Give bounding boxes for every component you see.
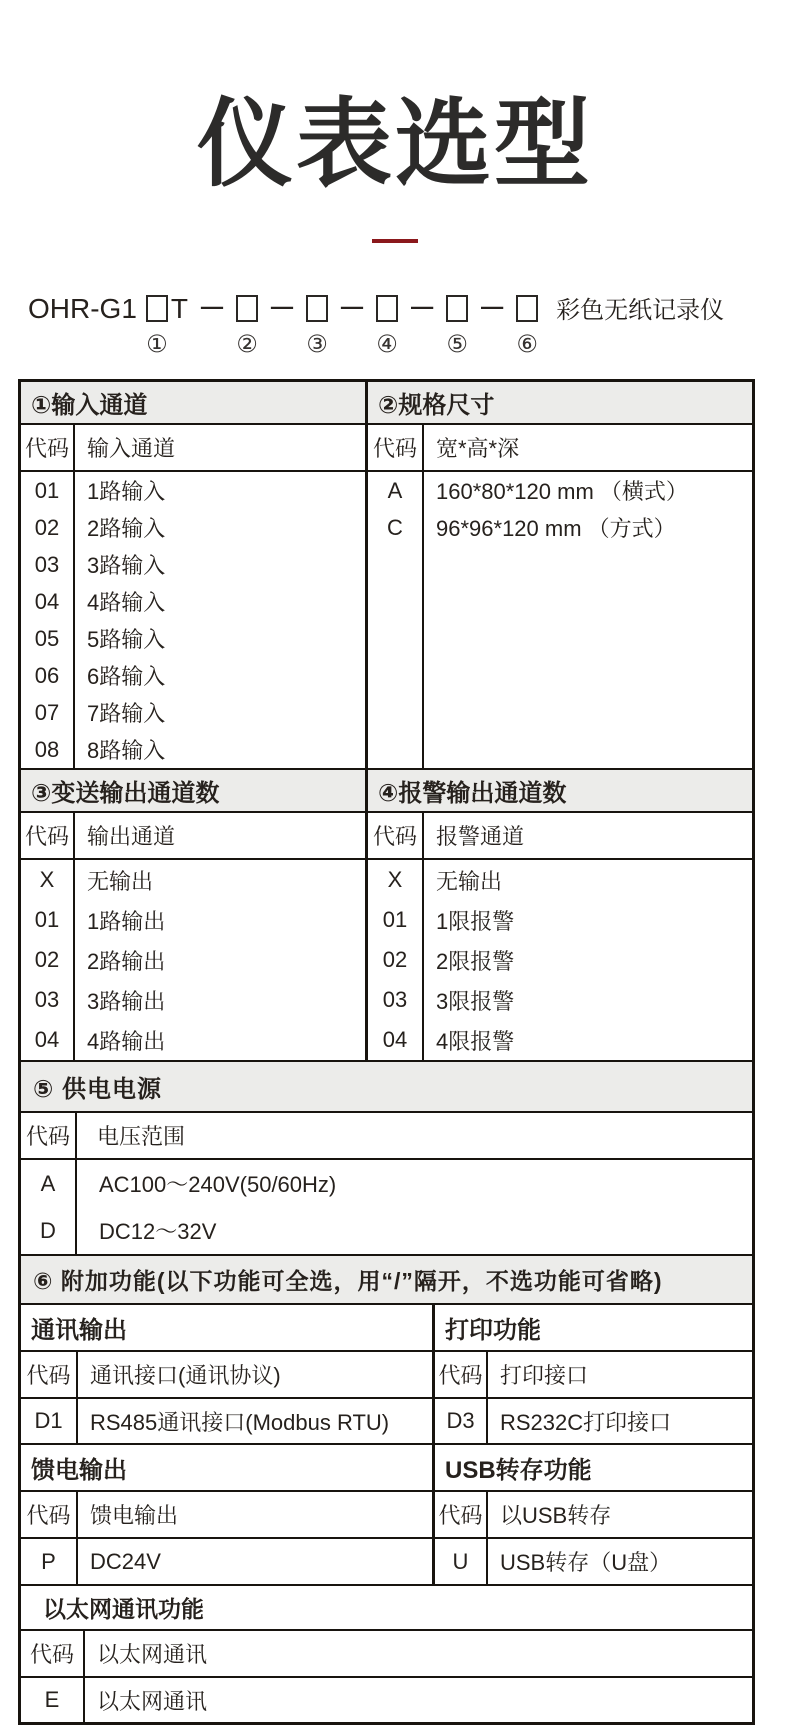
table-row (368, 940, 752, 980)
value-cell: 8路输入 (87, 738, 166, 764)
page-title: 仪表选型 (197, 91, 593, 198)
model-box-1 (146, 295, 168, 322)
code-cell: 07 (21, 694, 75, 731)
subsection-comm-output (21, 1305, 435, 1443)
section-alarm-outputs (368, 770, 752, 1060)
value-cell: DC24V (90, 1548, 161, 1574)
code-cell: P (21, 1539, 78, 1584)
code-column-header: 代码 (21, 1631, 85, 1676)
value-column-header: 打印接口 (500, 1363, 589, 1389)
model-position-4 (376, 293, 398, 357)
section-2-header: ②规格尺寸 (368, 382, 752, 425)
value-column-header: 馈电输出 (90, 1503, 179, 1529)
position-label-3: ③ (306, 331, 328, 359)
model-code-line (28, 293, 790, 357)
section-2-column-headers (368, 425, 752, 472)
subsection-ethernet (21, 1584, 752, 1722)
model-position-6 (516, 293, 538, 357)
table-row (21, 940, 365, 980)
value-cell: 3限报警 (436, 988, 515, 1014)
value-column-header: 输出通道 (87, 824, 176, 850)
code-column-header: 代码 (435, 1492, 488, 1537)
section-1-column-headers (21, 425, 365, 472)
title-accent-divider (372, 239, 418, 243)
table-row (368, 900, 752, 940)
position-label-1: ① (146, 331, 168, 359)
model-dash: － (338, 293, 367, 325)
value-column-header: 电压范围 (97, 1124, 186, 1150)
table-row (21, 1207, 752, 1254)
table-row (21, 657, 365, 694)
code-cell: E (21, 1678, 85, 1722)
feed-output-title: 馈电输出 (21, 1445, 432, 1492)
model-prefix: OHR-G1 (28, 293, 137, 325)
code-cell: 01 (21, 900, 75, 940)
model-dash: － (408, 293, 437, 325)
comm-output-title: 通讯输出 (21, 1305, 432, 1352)
model-box-3 (306, 295, 328, 322)
value-cell: 无输出 (436, 868, 503, 894)
value-cell: 3路输入 (87, 553, 166, 579)
position-label-2: ② (236, 331, 258, 359)
code-column-header: 代码 (21, 425, 75, 470)
ethernet-title: 以太网通讯功能 (21, 1586, 752, 1631)
model-position-5 (446, 293, 468, 357)
table-row (21, 900, 365, 940)
section-feed-usb-block (21, 1443, 752, 1584)
section-4-header: ④报警输出通道数 (368, 770, 752, 813)
value-cell: 1限报警 (436, 908, 515, 934)
section-comm-print-block (21, 1305, 752, 1443)
code-cell: 02 (368, 940, 424, 980)
table-row (21, 1539, 432, 1584)
code-column-header: 代码 (368, 425, 424, 470)
value-column-header: 报警通道 (436, 824, 525, 850)
code-cell: D1 (21, 1399, 78, 1443)
code-cell: 08 (21, 731, 75, 768)
code-cell: 03 (21, 980, 75, 1020)
comm-column-headers (21, 1352, 432, 1399)
section-3-column-headers (21, 813, 365, 860)
value-column-header: 通讯接口(通讯协议) (90, 1363, 281, 1389)
section-5-header: ⑤ 供电电源 (21, 1062, 752, 1113)
value-cell: 以太网通讯 (97, 1688, 208, 1714)
value-cell: DC12～32V (99, 1219, 217, 1245)
value-cell: RS485通讯接口(Modbus RTU) (90, 1409, 390, 1435)
section-5-column-headers (21, 1113, 752, 1160)
table-row (21, 472, 365, 509)
section-dimensions (368, 382, 752, 768)
table-row (21, 509, 365, 546)
table-row (21, 980, 365, 1020)
section-1-header: ①输入通道 (21, 382, 365, 425)
code-cell: X (21, 860, 75, 900)
model-position-3 (306, 293, 328, 357)
value-column-header: 输入通道 (87, 436, 176, 462)
model-position-2 (236, 293, 258, 357)
value-cell: 96*96*120 mm （方式） (436, 516, 676, 542)
value-cell: 5路输入 (87, 627, 166, 653)
table-row (435, 1539, 752, 1584)
section-input-channels (21, 382, 368, 768)
table-row (21, 583, 365, 620)
usb-column-headers (435, 1492, 752, 1539)
table-row (435, 1399, 752, 1443)
value-cell: 7路输入 (87, 701, 166, 727)
value-cell: 6路输入 (87, 664, 166, 690)
code-cell: C (368, 509, 424, 546)
model-box1-suffix: T (170, 293, 189, 325)
code-column-header: 代码 (21, 813, 75, 858)
value-cell: 无输出 (87, 868, 154, 894)
value-cell: 2路输出 (87, 948, 166, 974)
model-dash: － (478, 293, 507, 325)
table-row (368, 509, 752, 546)
model-dash: － (198, 293, 227, 325)
subsection-usb-transfer (435, 1445, 752, 1584)
subsection-feed-output (21, 1445, 435, 1584)
code-cell: X (368, 860, 424, 900)
value-cell: 4路输出 (87, 1028, 166, 1054)
model-position-1 (146, 293, 168, 357)
code-cell: 02 (21, 509, 75, 546)
code-column-header: 代码 (368, 813, 424, 858)
table-row (21, 694, 365, 731)
code-cell: 04 (21, 1020, 75, 1060)
print-column-headers (435, 1352, 752, 1399)
section-4-column-headers (368, 813, 752, 860)
value-cell: RS232C打印接口 (500, 1409, 672, 1435)
code-cell: 01 (368, 900, 424, 940)
subsection-print-function (435, 1305, 752, 1443)
value-cell: 2限报警 (436, 948, 515, 974)
table-row (21, 1020, 365, 1060)
model-dash: － (268, 293, 297, 325)
position-label-4: ④ (376, 331, 398, 359)
value-cell: AC100～240V(50/60Hz) (99, 1172, 337, 1198)
code-cell: 01 (21, 472, 75, 509)
value-cell: 3路输出 (87, 988, 166, 1014)
code-column-header: 代码 (21, 1113, 77, 1158)
section-6-header: ⑥ 附加功能(以下功能可全选，用“/”隔开，不选功能可省略) (21, 1254, 752, 1305)
table-row (21, 1399, 432, 1443)
code-cell: 04 (368, 1020, 424, 1060)
value-cell: 1路输出 (87, 908, 166, 934)
table-row (368, 860, 752, 900)
model-box-6 (516, 295, 538, 322)
position-label-5: ⑤ (446, 331, 468, 359)
value-column-header: 宽*高*深 (436, 436, 520, 462)
table-row (368, 472, 752, 509)
value-cell: 2路输入 (87, 516, 166, 542)
code-column-header: 代码 (435, 1352, 488, 1397)
table-row (21, 1678, 752, 1722)
feed-column-headers (21, 1492, 432, 1539)
code-cell: 02 (21, 940, 75, 980)
code-cell: 05 (21, 620, 75, 657)
code-column-header: 代码 (21, 1492, 78, 1537)
value-cell: 160*80*120 mm （横式） (436, 479, 688, 505)
value-cell: 1路输入 (87, 479, 166, 505)
value-column-header: 以USB转存 (500, 1503, 612, 1529)
product-name: 彩色无纸记录仪 (556, 297, 725, 325)
code-cell: 03 (21, 546, 75, 583)
value-cell: 4限报警 (436, 1028, 515, 1054)
value-cell: 4路输入 (87, 590, 166, 616)
table-row (21, 860, 365, 900)
table-row (21, 1160, 752, 1207)
code-cell: D3 (435, 1399, 488, 1443)
selection-table (18, 379, 755, 1725)
code-cell: 03 (368, 980, 424, 1020)
section-power-supply (21, 1060, 752, 1254)
code-cell: U (435, 1539, 488, 1584)
table-row (368, 980, 752, 1020)
code-column-header: 代码 (21, 1352, 78, 1397)
code-cell: 04 (21, 583, 75, 620)
section-3-4-block (21, 768, 752, 1060)
section-3-header: ③变送输出通道数 (21, 770, 365, 813)
model-box-2 (236, 295, 258, 322)
position-label-6: ⑥ (516, 331, 538, 359)
print-function-title: 打印功能 (435, 1305, 752, 1352)
model-box-4 (376, 295, 398, 322)
table-row (21, 731, 365, 768)
table-row (21, 620, 365, 657)
value-column-header: 以太网通讯 (97, 1642, 208, 1668)
code-cell: A (21, 1160, 77, 1207)
code-cell: A (368, 472, 424, 509)
value-cell: USB转存（U盘） (500, 1550, 672, 1576)
ethernet-column-headers (21, 1631, 752, 1678)
usb-transfer-title: USB转存功能 (435, 1445, 752, 1492)
section-1-2-block (21, 382, 752, 768)
table-row (21, 546, 365, 583)
section-transmit-outputs (21, 770, 368, 1060)
code-cell: 06 (21, 657, 75, 694)
model-box-5 (446, 295, 468, 322)
code-cell: D (21, 1207, 77, 1254)
table-row (368, 1020, 752, 1060)
